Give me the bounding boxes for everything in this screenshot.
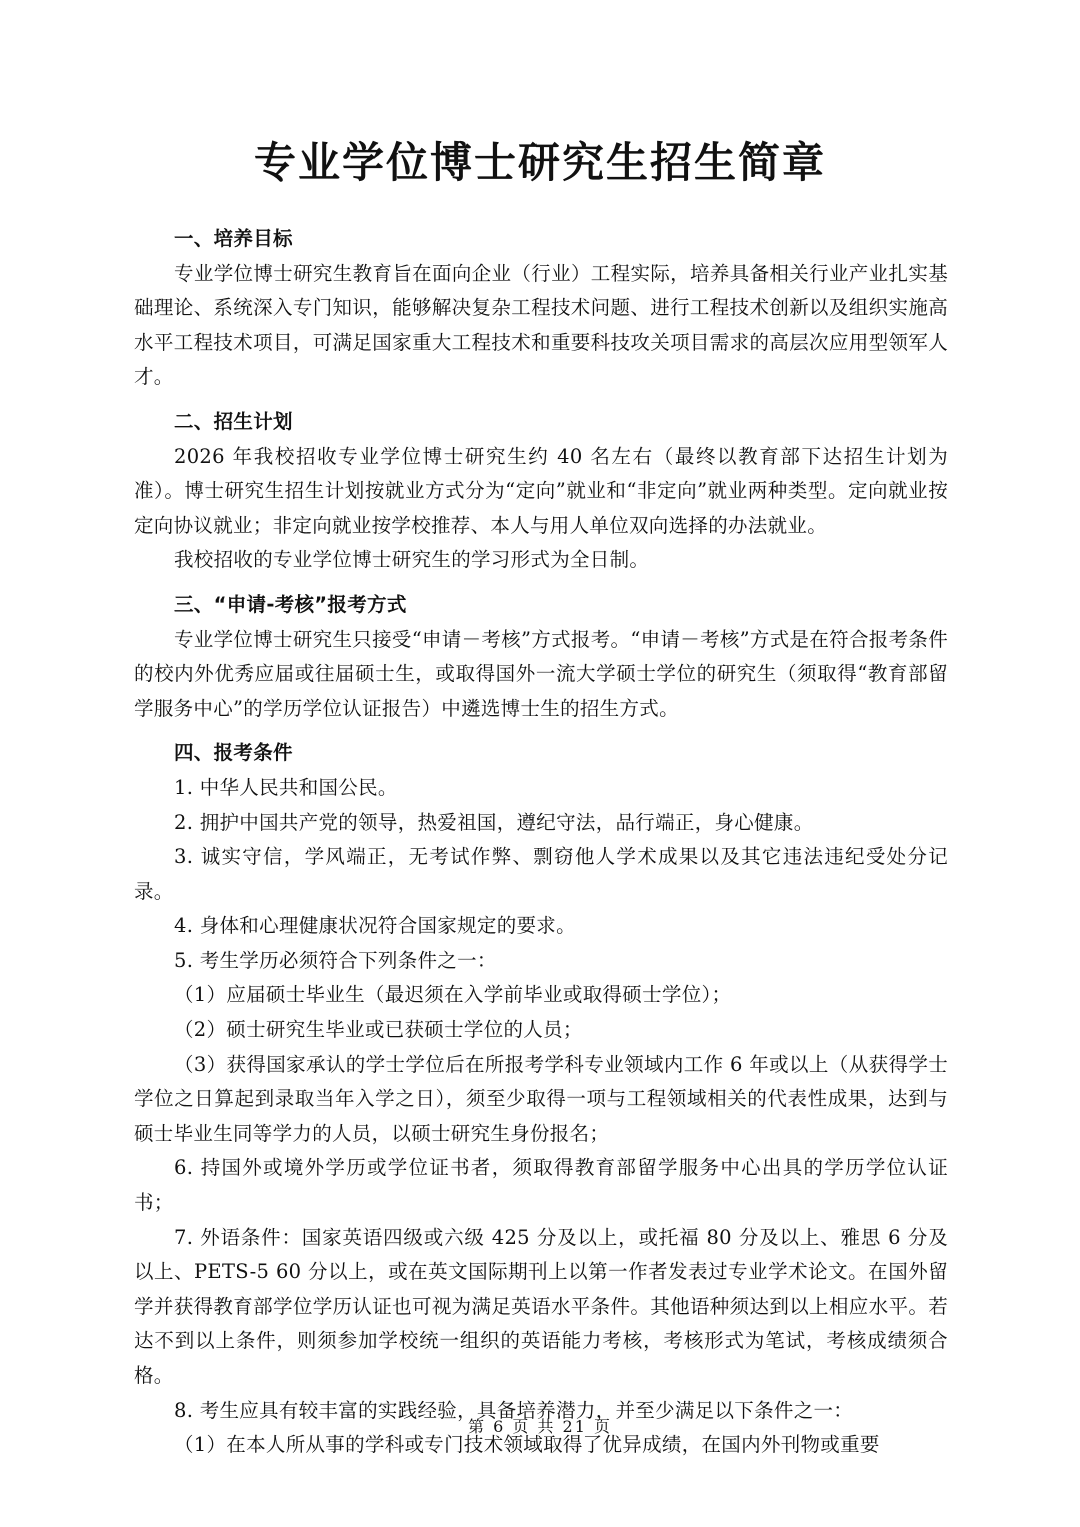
section-heading: 一、培养目标 [174, 227, 293, 250]
condition-item: 1. 中华人民共和国公民。 [174, 775, 398, 799]
sub-condition-item: （1）在本人所从事的学科或专门技术领域取得了优异成绩，在国内外刊物或重要 [174, 1433, 880, 1457]
document-body [134, 222, 948, 1463]
sub-condition-item: （1）应届硕士毕业生（最迟须在入学前毕业或取得硕士学位）； [174, 983, 732, 1007]
section-application-method [134, 588, 948, 726]
section-heading: 四、报考条件 [174, 741, 293, 765]
paragraph: 专业学位博士研究生教育旨在面向企业（行业）工程实际，培养具备相关行业产业扎实基础理论、系统深入专门知识，能够解决复杂工程技术问题、进行工程技术创新以及组织实施高水平工程技术项目，可满足国家重大工程技术和重要科技攻关项目需求的高层次应用型领军人才。 [134, 261, 948, 389]
section-heading: 二、招生计划 [174, 409, 293, 433]
section-heading: 三、“申请-考核”报考方式 [174, 592, 407, 616]
sub-condition-item: （2）硕士研究生毕业或已获硕士学位的人员； [174, 1018, 583, 1042]
condition-item: 5. 考生学历必须符合下列条件之一： [174, 948, 497, 972]
condition-item: 2. 拥护中国共产党的领导，热爱祖国，遵纪守法，品行端正，身心健康。 [174, 810, 814, 834]
condition-item: 6. 持国外或境外学历或学位证书者，须取得教育部留学服务中心出具的学历学位认证书； [134, 1156, 948, 1215]
section-eligibility [134, 736, 948, 1462]
condition-item: 4. 身体和心理健康状况符合国家规定的要求。 [174, 914, 576, 938]
condition-item: 8. 考生应具有较丰富的实践经验，具备培养潜力，并至少满足以下条件之一： [174, 1398, 854, 1422]
section-training-goal [134, 222, 948, 395]
page-number: 第 6 页 共 21 页 [468, 1417, 612, 1436]
condition-item: 3. 诚实守信，学风端正，无考试作弊、剽窃他人学术成果以及其它违法违纪受处分记录。 [134, 845, 948, 903]
section-enrollment-plan [134, 405, 948, 578]
page-title: 专业学位博士研究生招生简章 [253, 138, 826, 187]
paragraph: 专业学位博士研究生只接受“申请－考核”方式报考。“申请－考核”方式是在符合报考条件的校内外优秀应届或往届硕士生，或取得国外一流大学硕士学位的研究生（须取得“教育部留学服务中心”的学历学位认证报告）中遴选博士生的招生方式。 [134, 627, 948, 720]
paragraph: 我校招收的专业学位博士研究生的学习形式为全日制。 [174, 548, 650, 572]
condition-item: 7. 外语条件：国家英语四级或六级 425 分及以上，或托福 80 分及以上、雅思 6 分及以上、PETS-5 60 分以上，或在英文国际期刊上以第一作者发表过专业学术论文。在国外留学并获得教育部学位学历认证也可视为满足英语水平条件。其他语种须达到以上相应水平。若达不到以上条件，则须参加学校统一组织的英语能力考核，考核形式为笔试，考核成绩须合格。 [134, 1225, 948, 1387]
sub-condition-item: （3）获得国家承认的学士学位后在所报考学科专业领域内工作 6 年或以上（从获得学士学位之日算起到录取当年入学之日），须至少取得一项与工程领域相关的代表性成果，达到与硕士毕业生同等学力的人员，以硕士研究生身份报名； [134, 1052, 948, 1145]
paragraph: 2026 年我校招收专业学位博士研究生约 40 名左右（最终以教育部下达招生计划为准）。博士研究生招生计划按就业方式分为“定向”就业和“非定向”就业两种类型。定向就业按定向协议就业；非定向就业按学校推荐、本人与用人单位双向选择的办法就业。 [134, 444, 948, 537]
